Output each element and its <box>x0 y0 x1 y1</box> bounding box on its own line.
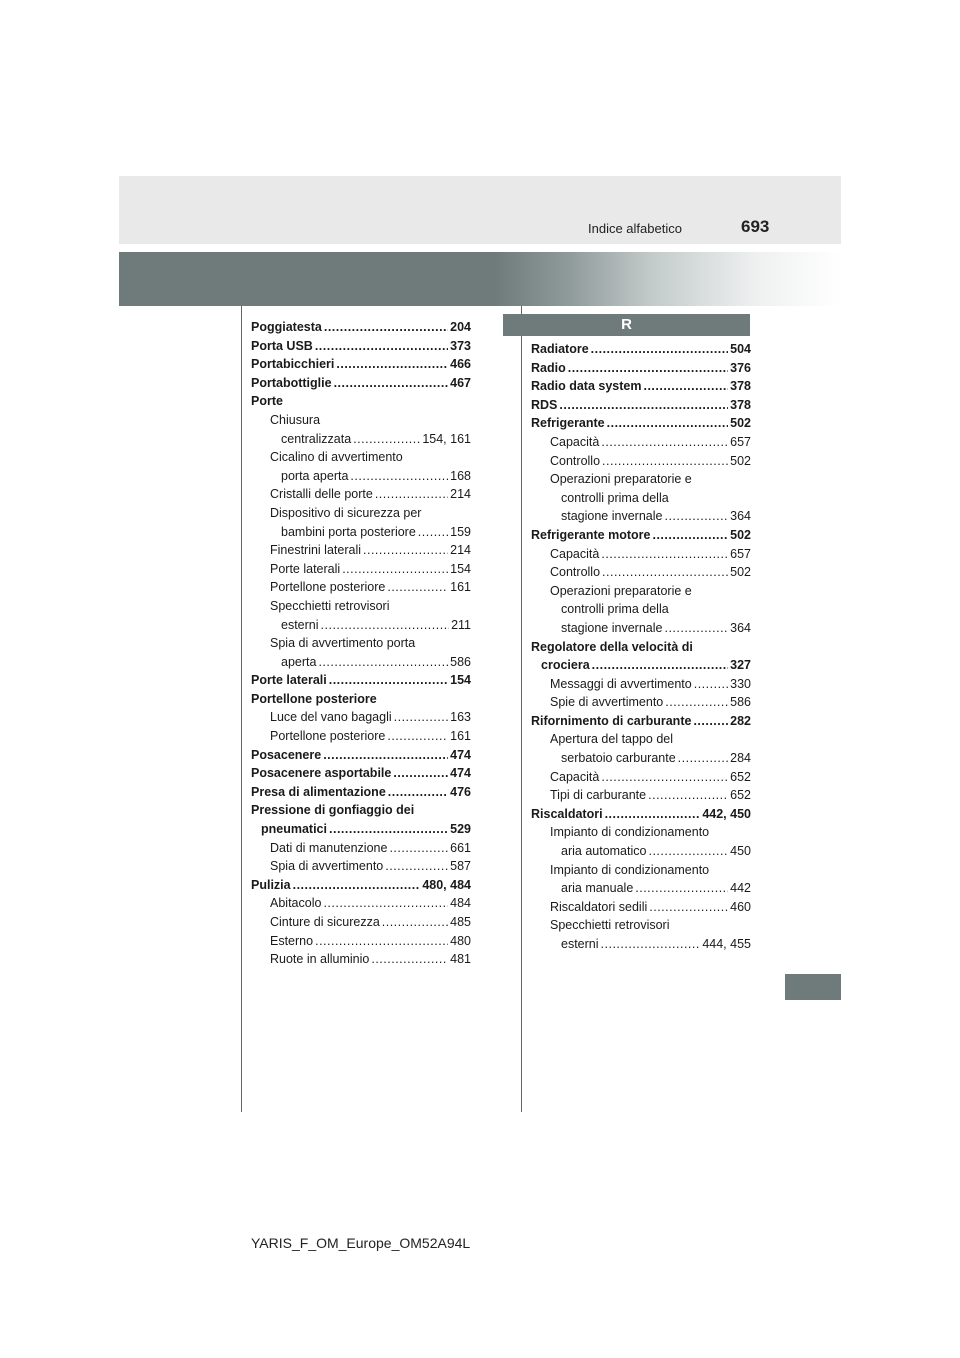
index-entry-page: 282 <box>730 713 751 728</box>
index-entry <box>251 411 471 430</box>
index-entry <box>251 876 471 895</box>
index-entry-term: porta aperta <box>281 468 349 483</box>
index-entry <box>531 768 751 787</box>
index-entry <box>251 541 471 560</box>
index-entry <box>531 359 751 378</box>
index-entry <box>251 467 471 486</box>
index-entry-term: serbatoio carburante <box>561 751 676 766</box>
index-entry-page: 163 <box>450 710 471 725</box>
dot-leader <box>649 898 728 917</box>
dot-leader <box>568 359 728 378</box>
index-entry-term: Operazioni preparatorie e <box>550 583 692 598</box>
dot-leader <box>693 712 728 731</box>
index-entry-page: 442 <box>730 881 751 896</box>
index-entry-page: 586 <box>450 654 471 669</box>
index-entry-term: Rifornimento di carburante <box>531 713 692 728</box>
index-entry-term: Portellone posteriore <box>270 580 386 595</box>
dot-leader <box>602 563 728 582</box>
index-entry-page: 481 <box>450 952 471 967</box>
index-entry <box>251 392 471 411</box>
index-entry-term: Cinture di sicurezza <box>270 915 380 929</box>
index-entry-term: Portabicchieri <box>251 357 335 372</box>
index-entry-term: Apertura del tappo del <box>550 732 674 747</box>
index-entry-page: 466 <box>450 357 471 372</box>
index-entry-term: Tipi di carburante <box>550 788 647 803</box>
index-entry-term: Porte <box>251 394 283 409</box>
index-entry-term: Capacità <box>550 434 600 449</box>
index-entry <box>251 820 471 839</box>
dot-leader <box>323 894 448 913</box>
index-entry-term: Pressione di gonfiaggio dei <box>251 803 415 818</box>
index-entry-page: 502 <box>730 527 751 542</box>
header-bar <box>119 176 841 244</box>
index-entry-term: Operazioni preparatorie e <box>550 472 692 487</box>
index-entry-page: 364 <box>730 620 751 635</box>
index-entry <box>251 355 471 374</box>
index-entry <box>531 879 751 898</box>
index-entry <box>531 433 751 452</box>
index-entry-term: Ruote in alluminio <box>270 952 370 967</box>
index-entry-page: 474 <box>450 766 471 781</box>
index-entry <box>251 671 471 690</box>
index-entry <box>531 600 751 619</box>
index-entry <box>531 861 751 880</box>
index-entry-term: Spia di avvertimento porta <box>270 636 416 651</box>
index-entry <box>531 935 751 954</box>
index-entry <box>531 712 751 731</box>
dot-leader <box>375 485 448 504</box>
index-entry-page: 502 <box>730 565 751 580</box>
index-entry <box>251 337 471 356</box>
dot-leader <box>664 619 728 638</box>
index-entry <box>531 470 751 489</box>
index-entry <box>531 377 751 396</box>
index-entry-page: 378 <box>730 397 751 412</box>
index-entry-page: 442, 450 <box>702 806 751 821</box>
index-entry-page: 587 <box>450 859 471 874</box>
index-entry-term: Radiatore <box>531 342 589 356</box>
index-entry <box>531 545 751 564</box>
index-entry <box>251 950 471 969</box>
index-entry-page: 657 <box>730 546 751 561</box>
index-entry <box>251 839 471 858</box>
index-entry-term: esterni <box>281 617 319 632</box>
column-divider-middle <box>521 306 522 1112</box>
index-entry <box>251 764 471 783</box>
index-entry-page: 502 <box>730 416 751 431</box>
index-entry-term: controlli prima della <box>561 490 669 505</box>
index-entry-page: 214 <box>450 487 471 502</box>
index-entry <box>531 898 751 917</box>
dot-leader <box>648 842 728 861</box>
dot-leader <box>652 526 728 545</box>
index-entry-page: 330 <box>730 676 751 691</box>
index-entry-term: Finestrini laterali <box>270 543 362 558</box>
index-entry-term: Cristalli delle porte <box>270 487 373 502</box>
index-entry-page: 444, 455 <box>702 937 751 951</box>
index-entry-term: Riscaldatori <box>531 806 603 821</box>
index-entry <box>251 932 471 951</box>
dot-leader <box>607 414 729 433</box>
index-entry-page: 364 <box>730 509 751 524</box>
index-entry-term: Regolatore della velocità di <box>531 639 693 654</box>
index-entry-term: aria automatico <box>561 844 647 859</box>
index-entry <box>531 452 751 471</box>
dot-leader <box>601 935 701 954</box>
dot-leader <box>694 675 728 694</box>
index-column-right <box>531 340 751 954</box>
dot-leader <box>393 764 448 783</box>
index-entry <box>531 619 751 638</box>
index-entry-page: 484 <box>450 896 471 911</box>
dot-leader <box>592 656 728 675</box>
index-entry-term: centralizzata <box>281 431 352 446</box>
dot-leader <box>382 913 448 932</box>
dot-leader <box>293 876 421 895</box>
index-entry-term: Poggiatesta <box>251 320 322 334</box>
index-entry-term: Specchietti retrovisori <box>270 598 390 613</box>
dot-leader <box>648 786 728 805</box>
index-entry-term: Impianto di condizionamento <box>550 825 710 840</box>
dot-leader <box>323 746 448 765</box>
dot-leader <box>329 671 448 690</box>
index-entry <box>531 730 751 749</box>
index-entry-term: Pulizia <box>251 877 291 892</box>
index-entry <box>251 708 471 727</box>
index-entry-term: pneumatici <box>261 822 327 837</box>
index-entry-term: Porta USB <box>251 338 313 353</box>
index-entry-page: 168 <box>450 468 471 483</box>
index-entry <box>251 746 471 765</box>
index-entry <box>251 448 471 467</box>
index-entry <box>251 578 471 597</box>
index-entry <box>251 430 471 449</box>
index-entry <box>251 318 471 337</box>
index-entry <box>531 489 751 508</box>
index-entry <box>251 485 471 504</box>
dot-leader <box>605 805 701 824</box>
index-entry <box>251 616 471 635</box>
index-entry-page: 586 <box>730 695 751 710</box>
dot-leader <box>389 839 448 858</box>
index-entry <box>251 857 471 876</box>
index-entry <box>251 504 471 523</box>
index-entry-page: 284 <box>730 751 751 766</box>
dot-leader <box>601 768 728 787</box>
index-entry-page: 373 <box>450 338 471 353</box>
dot-leader <box>334 374 449 393</box>
index-entry-term: Luce del vano bagagli <box>270 710 392 725</box>
index-entry-term: Capacità <box>550 769 600 784</box>
index-entry-term: Capacità <box>550 546 600 561</box>
index-entry <box>531 675 751 694</box>
index-entry-page: 211 <box>451 617 471 632</box>
dot-leader <box>394 708 449 727</box>
dot-leader <box>664 507 728 526</box>
dot-leader <box>601 545 728 564</box>
dot-leader <box>315 337 448 356</box>
dot-leader <box>678 749 728 768</box>
index-entry <box>531 526 751 545</box>
dot-leader <box>388 783 448 802</box>
dot-leader <box>342 560 448 579</box>
index-entry-page: 154 <box>450 673 471 688</box>
index-entry-page: 154 <box>450 561 471 576</box>
index-entry <box>251 597 471 616</box>
index-entry-term: Radio <box>531 360 566 375</box>
index-entry-page: 504 <box>730 342 751 356</box>
index-entry <box>531 749 751 768</box>
index-entry-term: Messaggi di avvertimento <box>550 676 692 691</box>
index-entry-term: Refrigerante motore <box>531 527 651 542</box>
index-entry-term: aperta <box>281 654 317 669</box>
index-entry <box>251 894 471 913</box>
index-entry-page: 161 <box>450 729 471 744</box>
index-entry-term: Presa di alimentazione <box>251 784 386 799</box>
index-entry <box>531 507 751 526</box>
index-entry <box>531 805 751 824</box>
index-entry-page: 480 <box>450 933 471 948</box>
index-entry-term: Controllo <box>550 565 601 580</box>
index-entry <box>251 727 471 746</box>
column-divider-left <box>241 306 242 1112</box>
index-entry-page: 652 <box>730 769 751 784</box>
dot-leader <box>591 340 728 359</box>
dot-leader <box>318 653 448 672</box>
index-entry <box>251 374 471 393</box>
index-entry-term: RDS <box>531 397 558 412</box>
index-entry-page: 378 <box>730 379 751 394</box>
index-entry <box>531 340 751 359</box>
index-entry-term: Radio data system <box>531 379 642 394</box>
index-entry-term: Portellone posteriore <box>251 691 377 706</box>
index-entry <box>251 560 471 579</box>
index-entry <box>531 786 751 805</box>
index-entry-term: Impianto di condizionamento <box>550 862 710 877</box>
index-entry-page: 460 <box>730 899 751 914</box>
dot-leader <box>602 452 728 471</box>
index-entry-term: Spie di avvertimento <box>550 695 664 710</box>
chapter-tab <box>785 974 841 1000</box>
index-entry-term: Dispositivo di sicurezza per <box>270 505 422 520</box>
dot-leader <box>643 377 728 396</box>
index-column-left <box>251 318 471 969</box>
index-entry-page: 204 <box>450 320 471 334</box>
index-entry <box>251 523 471 542</box>
dot-leader <box>321 616 450 635</box>
index-entry-page: 474 <box>450 747 471 762</box>
index-entry-term: Refrigerante <box>531 416 605 431</box>
dot-leader <box>336 355 448 374</box>
dot-leader <box>387 578 448 597</box>
dot-leader <box>635 879 728 898</box>
index-entry <box>531 396 751 415</box>
dot-leader <box>601 433 728 452</box>
index-entry-term: Dati di manutenzione <box>270 840 388 855</box>
dot-leader <box>329 820 448 839</box>
index-entry-page: 450 <box>730 844 751 859</box>
index-entry-term: bambini porta posteriore <box>281 524 416 539</box>
index-entry <box>251 783 471 802</box>
index-entry-term: Abitacolo <box>270 896 322 911</box>
dot-leader <box>371 950 448 969</box>
index-entry <box>531 656 751 675</box>
dot-leader <box>559 396 728 415</box>
section-letter-heading: R <box>503 314 750 336</box>
index-entry <box>531 563 751 582</box>
index-entry-term: stagione invernale <box>561 509 663 524</box>
index-entry-page: 327 <box>730 658 751 673</box>
index-entry-page: 657 <box>730 434 751 449</box>
index-entry <box>531 916 751 935</box>
index-entry-page: 502 <box>730 453 751 468</box>
index-entry <box>531 823 751 842</box>
index-entry-page: 529 <box>450 822 471 837</box>
index-entry-term: Cicalino di avvertimento <box>270 450 403 465</box>
index-entry <box>531 414 751 433</box>
index-entry-term: Portabottiglie <box>251 375 332 390</box>
index-entry-term: aria manuale <box>561 881 634 896</box>
index-entry-term: controlli prima della <box>561 602 669 617</box>
decorative-banner <box>119 252 841 306</box>
index-entry-term: crociera <box>541 658 590 673</box>
dot-leader <box>315 932 448 951</box>
dot-leader <box>353 430 420 449</box>
index-entry-page: 661 <box>450 840 471 855</box>
index-entry-page: 159 <box>450 524 471 539</box>
dot-leader <box>418 523 448 542</box>
index-entry-page: 485 <box>450 915 471 929</box>
dot-leader <box>324 318 448 337</box>
dot-leader <box>363 541 448 560</box>
dot-leader <box>385 857 448 876</box>
index-entry <box>531 582 751 601</box>
index-entry-term: Posacenere <box>251 747 322 762</box>
index-entry-term: stagione invernale <box>561 620 663 635</box>
index-entry <box>251 801 471 820</box>
index-entry <box>531 638 751 657</box>
dot-leader <box>665 693 728 712</box>
index-entry <box>531 693 751 712</box>
index-entry-term: Posacenere asportabile <box>251 766 392 781</box>
index-entry <box>531 842 751 861</box>
index-entry-term: Specchietti retrovisori <box>550 918 670 933</box>
index-entry-page: 652 <box>730 788 751 803</box>
index-entry-page: 467 <box>450 375 471 390</box>
index-entry-term: Controllo <box>550 453 601 468</box>
index-entry-term: Riscaldatori sedili <box>550 899 648 914</box>
index-entry-term: Porte laterali <box>251 673 327 688</box>
index-entry-page: 214 <box>450 543 471 558</box>
index-entry-page: 376 <box>730 360 751 375</box>
index-entry-term: esterni <box>561 937 599 951</box>
index-entry <box>251 634 471 653</box>
index-entry <box>251 913 471 932</box>
dot-leader <box>387 727 448 746</box>
index-entry-term: Spia di avvertimento <box>270 859 384 874</box>
index-entry-page: 480, 484 <box>422 877 471 892</box>
index-entry-term: Chiusura <box>270 412 321 427</box>
index-entry-term: Porte laterali <box>270 561 341 576</box>
index-entry-page: 161 <box>450 580 471 595</box>
index-entry-term: Portellone posteriore <box>270 729 386 744</box>
manual-code: YARIS_F_OM_Europe_OM52A94L <box>251 1235 471 1251</box>
index-entry-page: 476 <box>450 784 471 799</box>
index-entry <box>251 690 471 709</box>
index-entry-page: 154, 161 <box>422 431 471 446</box>
section-title: Indice alfabetico <box>588 221 682 236</box>
dot-leader <box>350 467 448 486</box>
page-number: 693 <box>741 217 770 236</box>
index-entry-term: Esterno <box>270 933 314 948</box>
index-entry <box>251 653 471 672</box>
